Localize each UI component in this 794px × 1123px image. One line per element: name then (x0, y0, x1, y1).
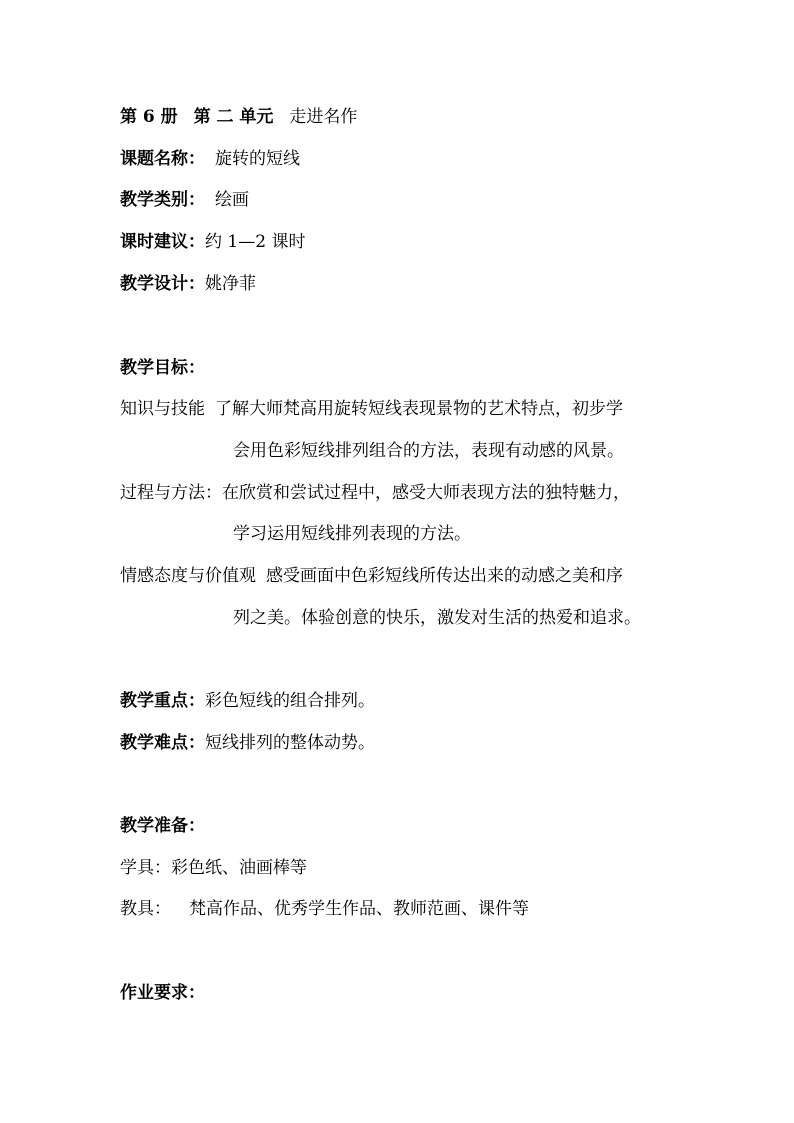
difficulty-label: 教学难点： (120, 733, 205, 753)
category-label: 教学类别： (120, 190, 205, 210)
hours-row (120, 230, 305, 254)
student-tools-value: 彩色纸、油画棒等 (171, 858, 307, 878)
category-row (120, 188, 249, 212)
process-text-line1: 在欣赏和尝试过程中，感受大师表现方法的独特魅力， (222, 483, 630, 503)
process-text-line2: 学习运用短线排列表现的方法。 (233, 524, 471, 544)
topic-value: 旋转的短线 (215, 149, 300, 169)
key-point-row (120, 689, 375, 713)
volume-label: 第 6 册 (120, 107, 178, 127)
topic-row (120, 147, 300, 171)
student-tools-label: 学具： (120, 858, 171, 878)
knowledge-text-line1: 了解大师梵高用旋转短线表现景物的艺术特点，初步学 (215, 399, 623, 419)
emotion-row (120, 564, 623, 588)
process-label: 过程与方法： (120, 483, 222, 503)
key-point-value: 彩色短线的组合排列。 (205, 691, 375, 711)
designer-label: 教学设计： (120, 274, 205, 294)
category-value: 绘画 (215, 190, 249, 210)
designer-row (120, 272, 256, 296)
emotion-text-line1: 感受画面中色彩短线所传达出来的动感之美和序 (266, 566, 623, 586)
preparation-heading: 教学准备： (120, 816, 205, 836)
teacher-tools-row (120, 897, 529, 921)
designer-value: 姚净菲 (205, 274, 256, 294)
unit-header (120, 105, 357, 129)
unit-title: 走进名作 (289, 107, 358, 127)
knowledge-row (120, 397, 623, 421)
key-point-label: 教学重点： (120, 691, 205, 711)
student-tools-row (120, 856, 307, 880)
difficulty-row (120, 731, 375, 755)
hours-value: 约 1—2 课时 (205, 232, 306, 252)
homework-heading: 作业要求： (120, 983, 205, 1003)
emotion-label: 情感态度与价值观 (120, 566, 256, 586)
topic-label: 课题名称： (120, 149, 205, 169)
difficulty-value: 短线排列的整体动势。 (205, 733, 375, 753)
objectives-heading: 教学目标： (120, 358, 205, 378)
process-row (120, 481, 630, 505)
knowledge-label: 知识与技能 (120, 399, 205, 419)
teacher-tools-label: 教具： (120, 899, 171, 919)
emotion-text-line2: 列之美。体验创意的快乐，激发对生活的热爱和追求。 (233, 608, 641, 628)
teacher-tools-value: 梵高作品、优秀学生作品、教师范画、课件等 (189, 899, 529, 919)
hours-label: 课时建议： (120, 232, 205, 252)
unit-number: 第 二 单元 (193, 107, 274, 127)
knowledge-text-line2: 会用色彩短线排列组合的方法，表现有动感的风景。 (233, 441, 624, 461)
